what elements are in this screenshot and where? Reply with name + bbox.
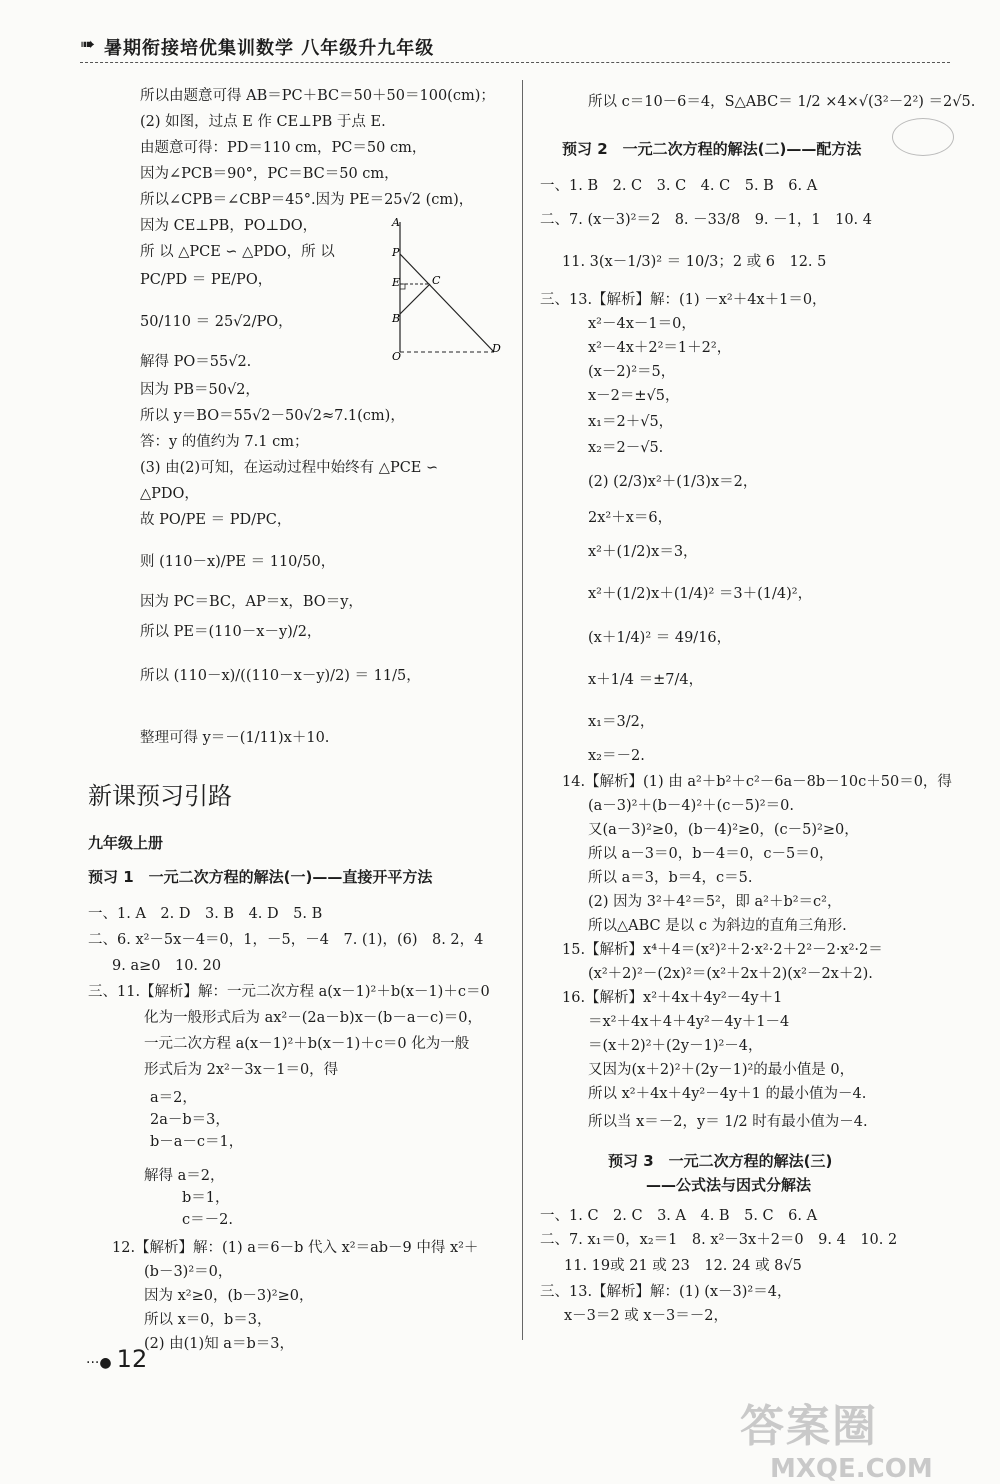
text-line: 因为 PC＝BC，AP＝x，BO＝y， <box>140 594 363 610</box>
text-line: 因为 PB＝50√2， <box>140 382 260 398</box>
text-line: x－3＝2 或 x－3＝－2， <box>564 1308 728 1324</box>
text-line: 11. 3(x－1/3)² ＝ 10/3；2 或 6 12. 5 <box>562 254 827 270</box>
text-line: (2) 因为 3²＋4²＝5²，即 a²＋b²＝c²， <box>588 894 842 910</box>
preview3-subtitle: ——公式法与因式分解法 <box>646 1176 812 1194</box>
text-line: b＝1， <box>182 1190 230 1206</box>
label-d: D <box>492 342 501 355</box>
text-line: ＝x²＋4x＋4＋4y²－4y＋1－4 <box>588 1014 790 1030</box>
text-line: 50/110 ＝ 25√2/PO， <box>140 314 293 330</box>
text-line: 解得 PO＝55√2. <box>140 354 252 370</box>
label-b: B <box>392 312 401 325</box>
text-line: 所以由题意可得 AB＝PC＋BC＝50＋50＝100(cm)； <box>140 88 495 104</box>
text-line: 一元二次方程 a(x－1)²＋b(x－1)＋c＝0 化为一般 <box>144 1036 470 1052</box>
text-line: 所以 PE＝(110－x－y)/2， <box>140 624 322 640</box>
text-line: (x²＋2)²－(2x)²＝(x²＋2x＋2)(x²－2x＋2). <box>588 966 873 982</box>
text-line: 形式后为 2x²－3x－1＝0，得 <box>144 1062 339 1078</box>
geometry-figure <box>390 214 502 364</box>
text-line: 三、11.【解析】解：一元二次方程 a(x－1)²＋b(x－1)＋c＝0 <box>88 984 490 1000</box>
text-line: 因为∠PCB＝90°，PC＝BC＝50 cm， <box>140 166 399 182</box>
page-header <box>80 34 940 58</box>
text-line: x₁＝2＋√5， <box>588 414 674 430</box>
text-line: 12.【解析】解：(1) a＝6－b 代入 x²＝ab－9 中得 x²＋ <box>112 1240 479 1256</box>
text-line: 又因为(x＋2)²＋(2y－1)²的最小值是 0， <box>588 1062 855 1078</box>
text-line: (x－2)²＝5， <box>588 364 676 380</box>
text-line: 二、7. x₁＝0，x₂＝1 8. x²－3x＋2＝0 9. 4 10. 2 <box>540 1232 898 1248</box>
text-line: 由题意可得：PD＝110 cm，PC＝50 cm， <box>140 140 427 156</box>
text-line: c＝－2. <box>182 1212 233 1228</box>
text-line: 所以 x＝0，b＝3， <box>144 1312 272 1328</box>
text-line: 一、1. A 2. D 3. B 4. D 5. B <box>88 906 323 922</box>
text-line: (3) 由(2)可知，在运动过程中始终有 △PCE ∽ <box>140 460 439 476</box>
text-line: 所以 x²＋4x＋4y²－4y＋1 的最小值为－4. <box>588 1086 867 1102</box>
text-line: 所以 a－3＝0，b－4＝0，c－5＝0， <box>588 846 834 862</box>
text-line: 2x²＋x＝6， <box>588 510 673 526</box>
text-line: 9. a≥0 10. 20 <box>112 958 222 974</box>
text-line: (2) (2/3)x²＋(1/3)x＝2， <box>588 474 758 490</box>
arrow-icon: ➠ <box>80 34 96 55</box>
label-e: E <box>392 276 401 289</box>
text-line: 所以 (110－x)/((110－x－y)/2) ＝ 11/5， <box>140 668 421 684</box>
label-o: O <box>392 350 402 363</box>
text-line: 16.【解析】x²＋4x＋4y²－4y＋1 <box>562 990 783 1006</box>
preview3-title: 预习 3 一元二次方程的解法(三) <box>608 1152 833 1170</box>
book-title: 暑期衔接培优集训数学 八年级升九年级 <box>104 38 435 59</box>
text-line: 答：y 的值约为 7.1 cm； <box>140 434 309 450</box>
text-line: (2) 如图，过点 E 作 CE⊥PB 于点 E. <box>140 114 386 130</box>
watermark-logo <box>740 1390 933 1484</box>
text-line: 则 (110－x)/PE ＝ 110/50， <box>140 554 336 570</box>
text-line: 所以 a＝3，b＝4，c＝5. <box>588 870 753 886</box>
text-line: x₂＝－2. <box>588 748 645 764</box>
text-line: x₁＝3/2， <box>588 714 655 730</box>
text-line: x²＋(1/2)x＋(1/4)² ＝3＋(1/4)²， <box>588 586 813 602</box>
text-line: 二、6. x²－5x－4＝0，1，－5，－4 7. (1)，(6) 8. 2，4 <box>88 932 484 948</box>
grade-heading: 九年级上册 <box>88 834 164 852</box>
footer-dots: ···● <box>86 1355 112 1371</box>
text-line: 所以 y＝BO＝55√2－50√2≈7.1(cm)， <box>140 408 405 424</box>
label-a: A <box>392 216 400 229</box>
text-line: PC/PD ＝ PE/PO， <box>140 272 273 288</box>
text-line: b－a－c＝1， <box>150 1134 244 1150</box>
text-line: 因为 CE⊥PB，PO⊥DO， <box>140 218 318 234</box>
text-line: 三、13.【解析】解：(1) －x²＋4x＋1＝0， <box>540 292 827 308</box>
text-line: x²－4x＋2²＝1＋2²， <box>588 340 732 356</box>
text-line: 化为一般形式后为 ax²－(2a－b)x－(b－a－c)＝0， <box>144 1010 482 1026</box>
text-line: 二、7. (x－3)²＝2 8. －33/8 9. －1，1 10. 4 <box>540 212 872 228</box>
text-line: x－2＝±√5， <box>588 388 680 404</box>
text-line: (b－3)²＝0， <box>144 1264 233 1280</box>
preview1-title: 预习 1 一元二次方程的解法(一)——直接开平方法 <box>88 868 433 886</box>
text-line: 故 PO/PE ＝ PD/PC， <box>140 512 292 528</box>
text-line: 一、1. B 2. C 3. C 4. C 5. B 6. A <box>540 178 818 194</box>
text-line: a＝2， <box>150 1090 197 1106</box>
text-line: (a－3)²＋(b－4)²＋(c－5)²＝0. <box>588 798 794 814</box>
text-line: 所以当 x＝－2，y＝ 1/2 时有最小值为－4. <box>588 1114 868 1130</box>
text-line: 所以 c＝10－6＝4，S△ABC＝ 1/2 ×4×√(3²－2²) ＝2√5. <box>588 94 976 110</box>
text-line: 所以△ABC 是以 c 为斜边的直角三角形. <box>588 918 847 934</box>
text-line: x²－4x－1＝0， <box>588 316 696 332</box>
watermark-text: 答案圈 <box>740 1401 878 1452</box>
label-p: P <box>392 246 400 259</box>
section-title: 新课预习引路 <box>88 782 232 810</box>
text-line: △PDO， <box>140 486 199 502</box>
text-line: 解得 a＝2， <box>144 1168 225 1184</box>
text-line: 15.【解析】x⁴＋4＝(x²)²＋2·x²·2＋2²－2·x²·2＝ <box>562 942 883 958</box>
text-line: x＋1/4 ＝±7/4， <box>588 672 704 688</box>
watermark-url: MXQE.COM <box>770 1454 933 1484</box>
text-line: 因为 x²≥0，(b－3)²≥0， <box>144 1288 314 1304</box>
text-line: (x＋1/4)² ＝ 49/16， <box>588 630 732 646</box>
text-line: x²＋(1/2)x＝3， <box>588 544 698 560</box>
text-line: 2a－b＝3， <box>150 1112 230 1128</box>
text-line: 又(a－3)²≥0，(b－4)²≥0，(c－5)²≥0， <box>588 822 859 838</box>
text-line: ＝(x＋2)²＋(2y－1)²－4， <box>588 1038 763 1054</box>
label-c: C <box>432 274 441 287</box>
text-line: 11. 19或 21 或 23 12. 24 或 8√5 <box>564 1258 802 1274</box>
stamp-logo <box>892 118 954 156</box>
text-line: 所 以 △PCE ∽ △PDO，所 以 <box>140 244 335 260</box>
text-line: 14.【解析】(1) 由 a²＋b²＋c²－6a－8b－10c＋50＝0，得 <box>562 774 952 790</box>
header-divider <box>80 62 950 63</box>
preview2-title: 预习 2 一元二次方程的解法(二)——配方法 <box>562 140 862 158</box>
column-divider <box>522 80 523 1340</box>
text-line: 三、13.【解析】解：(1) (x－3)²＝4， <box>540 1284 792 1300</box>
text-line: 一、1. C 2. C 3. A 4. B 5. C 6. A <box>540 1208 818 1224</box>
text-line: 所以∠CPB＝∠CBP＝45°.因为 PE＝25√2 (cm)， <box>140 192 474 208</box>
text-line: (2) 由(1)知 a＝b＝3， <box>144 1336 294 1352</box>
page-footer <box>86 1345 147 1373</box>
text-line: 整理可得 y＝－(1/11)x＋10. <box>140 730 330 746</box>
text-line: x₂＝2－√5. <box>588 440 664 456</box>
page-number: 12 <box>116 1345 148 1373</box>
